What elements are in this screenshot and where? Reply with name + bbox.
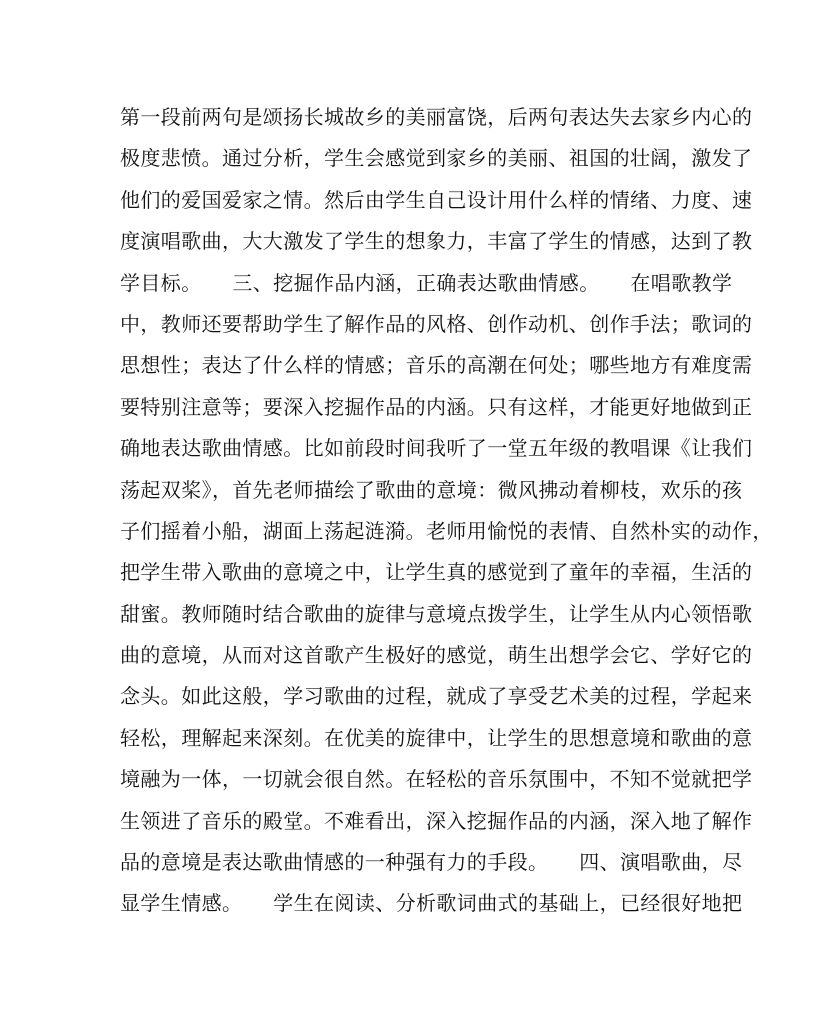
- text-line: 把学生带入歌曲的意境之中，让学生真的感觉到了童年的幸福，生活的: [120, 560, 753, 585]
- text-line: 度演唱歌曲，大大激发了学生的想象力，丰富了学生的情感，达到了教: [120, 229, 753, 254]
- text-line: 轻松，理解起来深刻。在优美的旋律中，让学生的思想意境和歌曲的意: [120, 725, 753, 750]
- text-line: 学目标。 三、挖掘作品内涵，正确表达歌曲情感。 在唱歌教学: [120, 270, 733, 295]
- text-line: 显学生情感。 学生在阅读、分析歌词曲式的基础上，已经很好地把: [120, 891, 743, 916]
- text-line: 子们摇着小船，湖面上荡起涟漪。老师用愉悦的表情、自然朴实的动作，: [120, 518, 773, 543]
- text-line: 确地表达歌曲情感。比如前段时间我听了一堂五年级的教唱课《让我们: [120, 436, 753, 461]
- text-line: 生领进了音乐的殿堂。不难看出，深入挖掘作品的内涵，深入地了解作: [120, 808, 753, 833]
- text-line: 念头。如此这般，学习歌曲的过程，就成了享受艺术美的过程，学起来: [120, 684, 753, 709]
- text-line: 曲的意境，从而对这首歌产生极好的感觉，萌生出想学会它、学好它的: [120, 643, 753, 668]
- text-line: 第一段前两句是颂扬长城故乡的美丽富饶，后两句表达失去家乡内心的: [120, 105, 753, 129]
- text-line: 荡起双桨》，首先老师描绘了歌曲的意境：微风拂动着柳枝，欢乐的孩: [120, 477, 743, 502]
- text-line: 极度悲愤。通过分析，学生会感觉到家乡的美丽、祖国的壮阔，激发了: [120, 146, 753, 171]
- text-line: 品的意境是表达歌曲情感的一种强有力的手段。 四、演唱歌曲，尽: [120, 850, 743, 875]
- body-text: [120, 97, 773, 925]
- text-line: 思想性；表达了什么样的情感；音乐的高潮在何处；哪些地方有难度需: [120, 353, 753, 378]
- text-line: 中，教师还要帮助学生了解作品的风格、创作动机、创作手法；歌词的: [120, 311, 753, 336]
- text-line: 他们的爱国爱家之情。然后由学生自己设计用什么样的情绪、力度、速: [120, 187, 753, 212]
- text-line: 要特别注意等；要深入挖掘作品的内涵。只有这样，才能更好地做到正: [120, 394, 753, 419]
- text-line: 境融为一体，一切就会很自然。在轻松的音乐氛围中，不知不觉就把学: [120, 767, 753, 792]
- text-line: 甜蜜。教师随时结合歌曲的旋律与意境点拨学生，让学生从内心领悟歌: [120, 601, 753, 626]
